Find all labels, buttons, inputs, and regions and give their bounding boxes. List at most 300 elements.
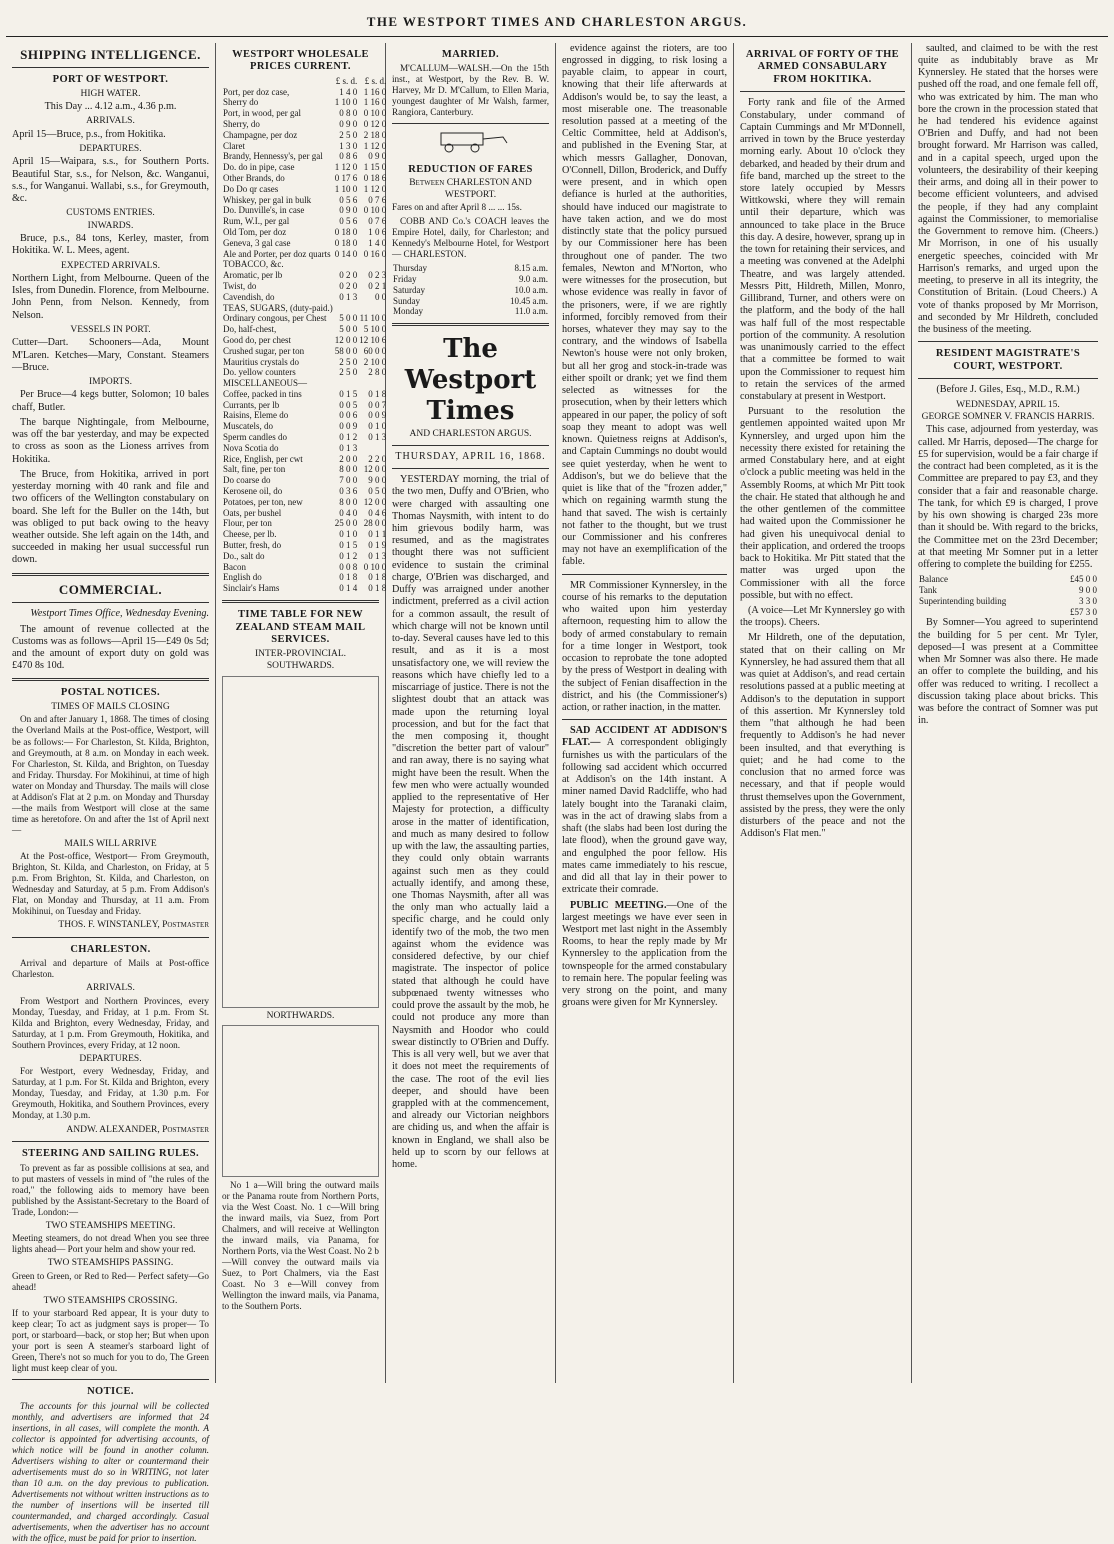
prices-cell: 1 12 0 — [334, 162, 358, 173]
prices-cell: 5 10 0 — [363, 324, 387, 335]
prices-cell: Crushed sugar, per ton — [223, 345, 305, 356]
prices-cell: 12 0 0 — [363, 496, 387, 507]
postal-mails-label: TIMES OF MAILS CLOSING — [51, 702, 170, 713]
prices-cell: Sherry do — [223, 97, 259, 108]
col4-text-1: evidence against the rioters, are too engrossed in digging, to risk losing a payable claim, to appear in court, knowing that their life afterwards at Addison's would be, to say the least, a most miserable one. The treasonable resolution passed at a meeting of the Celtic Committee, held at Addison's, and published in the Evening Star, at which messrs Gallagher, Donovan, O'Connell, Dillon, Broderick, and Duffy were present, and in which open defiance is hurled at the authorities, should have induced our magistrate to have taken action, and we do most distinctly state that the policy pursued by our Commissioner here has been throughout one of pander. The two females, Newton and M'Norton, who were witnesses for the prosecution, but whose evidence was really in favor of the prisoners, were, if we are rightly informed, forcibly removed from their horses, whatever they may say to the contrary, and the windows of Isabella Newton's house were not only broken, but all her grog and stock-in-trade was either spoilt or drank; yet we find them selected as witnesses for the prosecution, when by their letters which appeared in our paper, the policy of soft soap they meant to adopt was well known. Quietness reigns at Addison's, and Captain Cummings no doubt would see quiet yesterday, when he went to Addison's, but we do believe that the quiet is like that of the "frozen adder," which on regaining warmth stung the hand that saved. The wish is certainly not father to the thought, but we trust our Commissioner and his confreres may not have an exemplification of the fable. — [562, 42, 727, 568]
notice-text: The accounts for this journal will be collected monthly, and advertisers are informed that 24 insertions, in all cases, will complete the month. A collector is appointed for advertising accounts, of which notice will be found in another column. Advertisers wishing to alter or countermand their advertisements must do so in WRITING, not later than 10 a.m. on the day previous to publication. Advertisements not without written instructions as to the number of insertions will be inserted till countermanded, and charged accordingly. Casual advertisements, when the advertiser has no account with the office, must be paid for prior to insertion. — [12, 1400, 209, 1544]
prices-cell: 0 1 5 — [339, 540, 358, 551]
prices-cell: 0 10 0 — [363, 108, 387, 119]
arrivals-text: April 15—Bruce, p.s., from Hokitika. — [12, 128, 166, 140]
prices-row — [222, 540, 387, 551]
fares-sub: Between CHARLESTON AND WESTPORT. — [409, 178, 532, 200]
account-row — [918, 596, 1098, 607]
prices-cell: 0 1 3 — [339, 442, 358, 453]
column-2 — [216, 43, 386, 1383]
prices-cell: 0 1 3 — [368, 550, 387, 561]
prices-cell: 0 5 6 — [339, 216, 358, 227]
prices-cell: 12 10 6 — [359, 334, 387, 345]
column-5 — [734, 43, 912, 1383]
shipping-para-2: The Bruce, from Hokitika, arrived in port yesterday morning with 40 rank and file and two officers of the Wellington constabulary on board. She left for the Buller on the 14th, but was obliged to put back owing to the heavy weather outside. She left again on the 14th, and succeeded in making her usual successful run down. — [12, 468, 209, 566]
prices-row — [222, 335, 387, 346]
court-title: RESIDENT MAGISTRATE'S COURT, WESTPORT. — [935, 348, 1081, 372]
prices-row — [222, 119, 387, 130]
prices-cell: 0 2 1 — [368, 280, 387, 291]
prices-cell: Do coarse do — [223, 475, 271, 486]
coach-times — [392, 263, 549, 317]
postal-text: On and after January 1, 1868. The times of closing the Overland Mails at the Post-office, Westport, will be as follows:— For Charleston, St. Kilda, Brighton, and Greymouth, at 8 a.m. on Monday in each week. For Charleston, St. Kilda, and Brighton, on Tuesday and Friday. Thursday. For Mokihinui, at time of high water on Monday and Thursday. The mails will close at Addison's Flat at 2 p.m. on Monday and Thursday—the mails from Westport will close at the same time as heretofore. On and after the 1st of April next— — [12, 714, 209, 835]
prices-cell: Kerosene oil, do — [223, 486, 283, 497]
prices-row — [222, 562, 387, 573]
prices-row — [222, 313, 387, 324]
arrival-text-2: Pursuant to the resolution the gentlemen appointed waited upon Mr Kynnersley, and urged upon him the necessity there existed for retaining the armed Constabulary here, and at eight o'clock a public meeting was held in the Assembly Rooms, at which Mr Pitt took the chair. He stated that although he and the other gentlemen of the committee had waited upon the Commissioner he had given his unequivocal denial to their application, and ordered the troops back to Hokitika. Mr Pitt stated that the matter was urged upon the Commissioner with all the force possible, but with no effect. — [740, 406, 905, 601]
imports-text: Per Bruce—4 kegs butter, Solomon; 10 bales chaff, Butler. — [12, 389, 209, 413]
timetable-title: TIME TABLE FOR NEW ZEALAND STEAM MAIL SERVICES. — [235, 609, 366, 646]
verse-2: Green to Green, or Red to Red— Perfect safety—Go ahead! — [12, 1270, 209, 1292]
prices-cell: 1 0 6 — [368, 226, 387, 237]
prices-row — [222, 141, 387, 152]
charleston-text-2: For Westport, every Wednesday, Friday, and Saturday, at 1 p.m. For St. Kilda and Brighton, every Monday, Tuesday, and Friday, at 1.30 p.m. For Greymouth, Hokitika, and Southern Provinces, every Monday, at 1.30 p.m. — [12, 1066, 209, 1121]
paper-sub: AND CHARLESTON ARGUS. — [409, 428, 532, 439]
steering-title: STEERING AND SAILING RULES. — [21, 1147, 200, 1159]
expected-text: Northern Light, from Melbourne. Queen of the Isles, from Dunedin. Florence, from Melbourne. John Penn, from Nelson. Kennedy, from Nelson. — [12, 273, 209, 321]
prices-cell: 2 5 0 — [339, 129, 358, 140]
prices-row — [222, 108, 387, 119]
notice-title: NOTICE. — [87, 1386, 134, 1398]
account-row — [918, 574, 1098, 585]
prices-row — [222, 432, 387, 443]
case-title: GEORGE SOMNER V. FRANCIS HARRIS. — [921, 412, 1095, 423]
account-row — [918, 607, 1098, 618]
prices-row — [222, 551, 387, 562]
prices-cell: 1 15 0 — [363, 162, 387, 173]
timetable-notes: No 1 a—Will bring the outward mails or the Panama route from Northern Ports, via the West Coast. No. 1 c—Will bring the inward mails, via Suez, from Port Chalmers, and will receive at Wellington the inward mails, via Panama, for Northern Ports, via the West Coast. No 2 b—Will convey the outward mails via Suez, to Port Chalmers, via the East Coast. No 3 e—Will convey from Wellington the inward mails, via Panama, to the Southern Ports. — [222, 1179, 379, 1312]
prices-cell: 1 10 0 — [334, 183, 358, 194]
prices-cell: 8 0 0 — [339, 464, 358, 475]
prices-cell — [358, 378, 387, 389]
prices-cell: 12 0 0 — [363, 464, 387, 475]
prices-cell: 0 5 0 — [368, 486, 387, 497]
prices-cell: Do. Dunville's, in case — [223, 205, 305, 216]
arrival-text-3: (A voice—Let Mr Kynnersley go with the troops). Cheers. — [740, 604, 905, 629]
prices-row — [222, 529, 387, 540]
departures-label: DEPARTURES. — [79, 144, 142, 155]
married-title: MARRIED. — [441, 48, 500, 60]
prices-row — [222, 292, 387, 303]
prices-row — [222, 357, 387, 368]
prices-cell: 1 12 0 — [363, 183, 387, 194]
prices-cell: 2 5 0 — [339, 367, 358, 378]
prices-cell: 2 8 0 — [368, 367, 387, 378]
prices-cell: 0 16 0 — [363, 248, 387, 259]
prices-row — [222, 464, 387, 475]
verse-3: If to your starboard Red appear, It is your duty to keep clear; To act as judgment says is proper— To port, or starboard—back, or stop her; But when upon your port is seen A steamer's starboard light of Green, There's not so much for you to do, The Green light must keep clear of you. — [12, 1307, 209, 1374]
prices-cell: Old Tom, per doz — [223, 226, 287, 237]
prices-row — [222, 195, 387, 206]
prices-cell: Oats, per bushel — [223, 507, 282, 518]
prices-cell: 1 16 0 — [363, 97, 387, 108]
prices-row — [222, 583, 387, 594]
prices-cell: 0 1 2 — [339, 550, 358, 561]
timetable-inter: INTER-PROVINCIAL. — [254, 648, 347, 659]
postal-arrive-label: MAILS WILL ARRIVE — [64, 838, 157, 849]
prices-header-cell: £ s. d. — [364, 75, 387, 86]
prices-title: WESTPORT WHOLESALE PRICES CURRENT. — [232, 48, 369, 73]
prices-cell: 0 1 2 — [339, 432, 358, 443]
prices-row — [222, 443, 387, 454]
prices-cell: 0 1 0 — [339, 529, 358, 540]
shipping-para-1: The barque Nightingale, from Melbourne, was off the bar yesterday, and may be expected to cross as soon as the Lioness arrives from Hokitika. — [12, 416, 209, 465]
customs-label: CUSTOMS ENTRIES. — [66, 208, 155, 219]
prices-cell: 0 14 0 — [334, 248, 358, 259]
dateline: THURSDAY, APRIL 16, 1868. — [395, 451, 546, 463]
prices-cell: 5 0 0 — [339, 324, 358, 335]
prices-cell: 5 0 0 — [339, 313, 358, 324]
prices-cell: Sherry, do — [223, 118, 260, 129]
prices-cell: 25 0 0 — [334, 518, 358, 529]
prices-cell: 0 9 0 — [368, 151, 387, 162]
prices-row — [222, 421, 387, 432]
prices-header-cell — [222, 76, 334, 87]
prices-cell: 0 9 0 — [339, 205, 358, 216]
prices-cell: 0 1 8 — [368, 572, 387, 583]
prices-row — [222, 184, 387, 195]
prices-row — [222, 324, 387, 335]
prices-cell: 0 4 6 — [368, 507, 387, 518]
expected-label: EXPECTED ARRIVALS. — [60, 260, 161, 271]
imports-label: IMPORTS. — [89, 377, 132, 388]
prices-cell: 28 0 0 — [363, 518, 387, 529]
coach-cell: 11.0 a.m. — [514, 306, 548, 317]
prices-cell — [334, 378, 359, 389]
prices-cell: 1 10 0 — [334, 97, 358, 108]
prices-cell: Ordinary congous, per Chest — [223, 313, 327, 324]
prices-cell: 11 10 0 — [359, 313, 387, 324]
prices-cell: Cheese, per lb. — [223, 529, 277, 540]
prices-cell: Aromatic, per lb — [223, 270, 283, 281]
accident-text — [562, 725, 727, 896]
account-cell: £57 3 0 — [1070, 606, 1097, 617]
prices-cell: 2 18 0 — [363, 129, 387, 140]
prices-row — [222, 270, 387, 281]
prices-row — [222, 454, 387, 465]
coach-row — [392, 274, 549, 285]
prices-cell: 0 7 6 — [368, 216, 387, 227]
timetable-south: SOUTHWARDS. — [266, 661, 335, 672]
prices-row — [222, 249, 387, 260]
public-meeting — [562, 900, 727, 1010]
charleston-arrivals: ARRIVALS. — [86, 983, 135, 994]
fares-title: REDUCTION OF FARES — [408, 163, 533, 175]
timetable-north: NORTHWARDS. — [266, 1010, 335, 1021]
prices-cell: 0 18 0 — [334, 226, 358, 237]
prices-cell: Whiskey, per gal in bulk — [223, 194, 312, 205]
prices-cell: Do. yellow counters — [223, 367, 296, 378]
prices-row — [222, 130, 387, 141]
postal-signature: THOS. F. WINSTANLEY, Postmaster — [58, 920, 209, 931]
prices-cell: Sinclair's Hams — [223, 583, 280, 594]
prices-cell: Do., salt do — [223, 550, 265, 561]
prices-cell: 0 1 9 — [368, 540, 387, 551]
fares-text: Fares on and after April 8 ... ... 15s. — [392, 201, 522, 212]
account-cell: Tank — [919, 585, 937, 596]
prices-cell: 0 5 6 — [339, 194, 358, 205]
column-4 — [556, 43, 734, 1383]
arrivals-label: ARRIVALS. — [86, 116, 135, 127]
prices-header-cell: £ s. d. — [335, 75, 358, 86]
prices-cell: Butter, fresh, do — [223, 540, 282, 551]
prices-cell: TOBACCO, &c. — [223, 259, 284, 270]
account-cell: £45 0 0 — [1070, 574, 1097, 585]
account-cell: 3 3 0 — [1079, 595, 1097, 606]
prices-row — [222, 518, 387, 529]
public-title: PUBLIC MEETING. — [570, 899, 667, 911]
coach-cell: Saturday — [393, 284, 425, 295]
coach-row — [392, 285, 549, 296]
accident-body: A correspondent obligingly furnishes us with the particulars of the following sad accident which occurred at Addison's on the 14th instant. A miner named David Radcliffe, who had lately bought into the Taranaki claim, was in the act of drawing slabs from a shaft (the slabs had been lost during the late flood), when the ground gave way, and engulphed the poor fellow. His mates came immediately to his rescue, and did all that lay in their power to extricate their comrade. — [562, 737, 728, 896]
inwards-text: Bruce, p.s., 84 tons, Kerley, master, from Hokitika. W. L. Mees, agent. — [12, 233, 209, 257]
prices-cell: 58 0 0 — [334, 345, 358, 356]
vessels-text: Cutter—Dart. Schooners—Ada, Mount M'Laren. Ketches—Mary, Constant. Steamers—Bruce. — [12, 337, 209, 373]
prices-cell: 0 8 6 — [339, 151, 358, 162]
coach-cell: Friday — [393, 273, 417, 284]
prices-cell: 1 4 0 — [339, 86, 358, 97]
prices-cell — [358, 443, 387, 454]
coach-cell: Sunday — [393, 295, 420, 306]
two-crossing: TWO STEAMSHIPS CROSSING. — [43, 1295, 178, 1306]
prices-cell: Claret — [223, 140, 245, 151]
high-water-text: This Day ... 4.12 a.m., 4.36 p.m. — [44, 101, 177, 113]
prices-cell: Do, half-chest, — [223, 324, 277, 335]
prices-cell: 0 0 6 — [339, 410, 358, 421]
account-cell: Superintending building — [919, 595, 1007, 606]
coach-cell: Monday — [393, 306, 423, 317]
prices-cell: 0 7 6 — [368, 194, 387, 205]
col6-text-1: saulted, and claimed to be with the rest quite as indubitably brave as Mr Kynnersley. He stated that the horses were pushed off the road, and one female fell off, who was extricated by him. The man who bore the crown in the procession stated that he had tendered his evidence against O'Brien and Duffy, and had not been brought forward. Mr Harrison was called, and in a capital speech, urged upon the volunteers, the desirability of their keeping their arms, and doing all in their power to become efficient volunteers, and advised the people, if they had any complaint against the Commissioner, to memorialise the Government to remove him. (Cheers.) Mr Morrison, in one of his usually energetic speeches, coincided with Mr Harrison's remarks, and urged upon the meeting, to preserve in all its integrity, the Constitution of Britain. (Loud Cheers.) A vote of thanks proposed by Mr Morrison, and seconded by Mr Hildreth, concluded the business of the meeting. — [918, 42, 1098, 335]
prices-cell: 0 1 8 — [368, 388, 387, 399]
prices-row — [222, 475, 387, 486]
prices-cell: 0 4 0 — [339, 507, 358, 518]
case-text-2: By Somner—You agreed to superintend the building for 5 per cent. Mr Tyler, deposed—I was present at a Committee when Mr Somner was also there. He made an offer to complete the building, and his offer was reduced to writing. I recollect a discussion taking place about bricks. This was before the contract of Somner was put in. — [918, 617, 1098, 727]
charleston-sub: Arrival and departure of Mails at Post-office Charleston. — [12, 958, 209, 980]
account-row — [918, 585, 1098, 596]
steering-text: To prevent as far as possible collisions at sea, and to put masters of vessels in mind of "the rules of the road," the following aids to memory have been published by the Assistant-Secretary to the Board of Trade, London:— — [12, 1162, 209, 1217]
col4-text-2: MR Commissioner Kynnersley, in the course of his remarks to the deputation who waited upon him yesterday afternoon, requesting him to allow the body of armed constabulary to remain for a time longer in Westport, took occasion to reprobate the tone adopted by the press of Westport in dealing with the subject of Fenian disaffection in the district, and his (the Commissioner's) action, or rather inaction, in the matter. — [562, 579, 727, 714]
prices-cell: 0 1 3 — [339, 291, 358, 302]
prices-cell: Port, in wood, per gal — [223, 108, 301, 119]
column-6 — [912, 43, 1104, 1383]
prices-cell: Ale and Porter, per doz quarts — [223, 248, 331, 259]
high-water-label: HIGH WATER. — [80, 88, 141, 99]
inwards-label: INWARDS. — [87, 220, 134, 231]
coach-cell: 10.45 a.m. — [510, 295, 548, 306]
prices-cell: 8 0 0 — [339, 496, 358, 507]
departures-text: April 15—Waipara, s.s., for Southern Ports. Beautiful Star, s.s., for Nelson, &c. Wanganui, s.s., for Wanganui. Wallabi, s.s., for Greymouth, &c. — [12, 156, 209, 205]
prices-table — [222, 76, 387, 594]
prices-cell: 12 0 0 — [334, 334, 358, 345]
prices-cell: Good do, per chest — [223, 334, 291, 345]
prices-cell: 0 10 0 — [363, 205, 387, 216]
prices-cell: 0 0 9 — [368, 410, 387, 421]
prices-cell: 2 2 0 — [368, 453, 387, 464]
coach-row — [392, 296, 549, 307]
prices-row — [222, 216, 387, 227]
coach-cell: Thursday — [393, 263, 427, 274]
commercial-office: Westport Times Office, Wednesday Evening. — [30, 608, 209, 620]
prices-cell: Coffee, packed in tins — [223, 388, 302, 399]
prices-cell: 0 0 5 — [339, 399, 358, 410]
prices-cell — [358, 259, 387, 270]
prices-row — [222, 486, 387, 497]
account-cell: 9 0 0 — [1079, 585, 1097, 596]
prices-cell: 2 0 0 — [339, 453, 358, 464]
prices-row — [222, 151, 387, 162]
prices-header-row — [222, 76, 387, 87]
prices-cell: Other Brands, do — [223, 172, 285, 183]
prices-cell: 0 9 0 — [339, 118, 358, 129]
postal-title: POSTAL NOTICES. — [60, 687, 161, 699]
prices-cell: Geneva, 3 gal case — [223, 237, 291, 248]
prices-row — [222, 162, 387, 173]
prices-row — [222, 97, 387, 108]
prices-row — [222, 346, 387, 357]
prices-cell: 7 0 0 — [339, 475, 358, 486]
charleston-signature: ANDW. ALEXANDER, Postmaster — [66, 1124, 209, 1135]
arrival-title: ARRIVAL OF FORTY OF THE ARMED CONSABULARY FROM HOKITIKA. — [745, 48, 900, 85]
prices-cell: 0 1 3 — [368, 432, 387, 443]
masthead: THE WESTPORT TIMES AND CHARLESTON ARGUS. — [6, 0, 1108, 37]
prices-cell: 0 18 0 — [334, 237, 358, 248]
prices-cell: Muscatels, do — [223, 421, 273, 432]
prices-cell: Raisins, Eleme do — [223, 410, 289, 421]
prices-cell: Salt, fine, per ton — [223, 464, 286, 475]
prices-row — [222, 205, 387, 216]
prices-cell: Do. do in pipe, case — [223, 162, 295, 173]
prices-row — [222, 87, 387, 98]
prices-cell: 1 16 0 — [363, 86, 387, 97]
account-cell — [918, 607, 1054, 618]
prices-cell: Port, per doz case, — [223, 86, 290, 97]
prices-row — [222, 281, 387, 292]
prices-cell: 0 2 0 — [339, 280, 358, 291]
verse-1: Meeting steamers, do not dread When you see three lights ahead— Port your helm and show your red. — [12, 1233, 209, 1255]
prices-cell: 0 1 8 — [368, 583, 387, 594]
prices-row — [222, 400, 387, 411]
column-1 — [6, 43, 216, 1544]
prices-cell: Rice, English, per cwt — [223, 453, 303, 464]
arrival-text-4: Mr Hildreth, one of the deputation, stated that on their calling on Mr Kynnersley, he had assured them that all was quiet at Addison's, and read certain resolutions passed at a public meeting at Addison's to the deputation in support of this assertion. Mr Kynnersley told them "that although he had been frequently to Addison's he had never been insulted, and that everything is quiet; and he had come to the conclusion that no armed force was necessary, and that if people would thrust themselves upon the Government, assisted by the press, they were the only disturbers of the peace and not the Addison's Flat men." — [740, 632, 905, 840]
prices-cell: 0 0 8 — [339, 561, 358, 572]
married-text: M'CALLUM—WALSH.—On the 15th inst., at Westport, by the Rev. B. W. Harvey, Mr D. M'Callum, to Ellen Maria, youngest daughter of Mr Walsh, farmer, Rangiora, Canterbury. — [392, 63, 549, 118]
charleston-departures: DEPARTURES. — [79, 1053, 142, 1064]
prices-cell: 0 1 0 — [368, 421, 387, 432]
port-title: PORT OF WESTPORT. — [52, 74, 169, 86]
prices-cell: Mauritius crystals do — [223, 356, 299, 367]
prices-row — [222, 389, 387, 400]
court-date: WEDNESDAY, APRIL 15. — [956, 399, 1060, 410]
vessels-label: VESSELS IN PORT. — [70, 324, 151, 335]
prices-cell: 9 0 0 — [368, 475, 387, 486]
timetable-grid-north — [222, 1025, 379, 1177]
prices-row — [222, 303, 387, 314]
account-cell: Balance — [919, 574, 948, 585]
prices-cell: Cavendish, do — [223, 291, 275, 302]
coach-cell: 10.0 a.m. — [514, 284, 548, 295]
prices-row — [222, 508, 387, 519]
prices-cell: Currants, per lb — [223, 399, 280, 410]
prices-cell: 0 1 1 — [368, 529, 387, 540]
prices-row — [222, 173, 387, 184]
prices-row — [222, 227, 387, 238]
prices-row — [222, 378, 387, 389]
prices-cell — [358, 303, 387, 314]
prices-row — [222, 410, 387, 421]
cobb-text: COBB AND Co.'s COACH leaves the Empire Hotel, daily, for Charleston; and Kennedy's Melbourne Hotel, for Westport— CHARLESTON. — [392, 215, 549, 260]
prices-cell: 1 4 0 — [368, 237, 387, 248]
prices-cell: Do Do qr cases — [223, 183, 279, 194]
prices-row — [222, 238, 387, 249]
prices-cell: Rum, W.I., per gal — [223, 216, 290, 227]
court-sub: (Before J. Giles, Esq., M.D., R.M.) — [936, 384, 1080, 396]
prices-cell: 0 3 6 — [339, 486, 358, 497]
prices-cell: 0 0 7 — [368, 399, 387, 410]
prices-cell: 60 0 0 — [363, 345, 387, 356]
commercial-title: COMMERCIAL. — [58, 581, 163, 597]
prices-cell: Nova Scotia do — [223, 442, 279, 453]
coach-cell: 9.0 a.m. — [519, 273, 548, 284]
prices-cell: Bacon — [223, 561, 246, 572]
timetable-grid — [222, 676, 379, 1008]
coach-row — [392, 306, 549, 317]
prices-cell — [334, 303, 359, 314]
two-meeting: TWO STEAMSHIPS MEETING. — [45, 1220, 176, 1231]
coach-icon — [392, 129, 549, 157]
prices-cell: 0 1 8 — [339, 572, 358, 583]
prices-cell: 1 12 0 — [363, 140, 387, 151]
column-3 — [386, 43, 556, 1383]
postal-text-2: At the Post-office, Westport— From Greymouth, Brighton, St. Kilda, and Charleston, on Friday, at 5 p.m. From Brighton, St. Kilda, and Charleston, on Wednesday and Saturday, at 5 p.m. From Addison's Flat, on Monday and Thursday, at 11 a.m. From Mokihinui, on Tuesday and Friday. — [12, 851, 209, 917]
commercial-text: The amount of revenue collected at the Customs was as follows—April 15—£49 0s 5d; and the amount of export duty on gold was £470 8s 10d. — [12, 623, 209, 672]
prices-cell: Flour, per ton — [223, 518, 272, 529]
arrival-text: Forty rank and file of the Armed Constabulary, under command of Captain Cummings and Mr M'Donnell, arrived in town by the Bruce yesterday morning early. About 10 o'clock they debarked, and headed by their drum and fife band, marched up the street to the store lately occupied by Messrs Wittkowski, where they will remain until their departure, which was announced to take place in the Bruce this day. A desire, however, sprang up in the town for retaining their services, and a meeting was convened at the Adelphi Theatre, and was largely attended. Messrs Pitt, Hildreth, Millen, Monro, Gillibrand, Turner, and others were on the platform, and the body of the hall was half full of the most respectable portion of the community. A resolution was unanimously carried to the effect that a committee be formed to wait upon the Commissioner to request him to retain the services of the armed constabulary at present in Westport. — [740, 97, 905, 402]
prices-cell: TEAS, SUGARS, (duty-paid.) — [223, 302, 333, 313]
public-body: —One of the largest meetings we have ever seen in Westport met last night in the Assembly Rooms, to hear the reply made by Mr Kynnersley to the application from the townspeople for the armed constabulary to remain here. The popular feeling was very strong on the point, and many groans were given for Mr Kynnersley. — [562, 899, 727, 1009]
prices-cell: 0 1 5 — [339, 388, 358, 399]
prices-cell: 0 17 6 — [334, 172, 358, 183]
two-passing: TWO STEAMSHIPS PASSING. — [47, 1258, 174, 1269]
prices-cell: 0 10 0 — [363, 561, 387, 572]
paper-title: The Westport Times — [404, 334, 537, 427]
prices-cell: 0 12 0 — [363, 118, 387, 129]
prices-cell: 0 2 3 — [368, 270, 387, 281]
coach-cell: 8.15 a.m. — [514, 263, 548, 274]
prices-cell: Sperm candles do — [223, 432, 287, 443]
charleston-text: From Westport and Northern Provinces, every Monday, Tuesday, and Friday, at 1 p.m. From St. Kilda and Brighton, every Wednesday, Friday, and Saturday, at 1 p.m. From Greymouth, Hokitika, and Southern Provinces, every Friday, at 12 noon. — [12, 995, 209, 1050]
account-table — [918, 574, 1098, 617]
prices-cell: English do — [223, 572, 262, 583]
prices-cell: 0 8 0 — [339, 108, 358, 119]
prices-cell: MISCELLANEOUS— — [223, 378, 308, 389]
prices-row — [222, 367, 387, 378]
prices-cell: 0 1 4 — [339, 583, 358, 594]
prices-row — [222, 572, 387, 583]
prices-cell: Champagne, per doz — [223, 129, 298, 140]
prices-cell: Brandy, Hennessy's, per gal — [223, 151, 323, 162]
prices-cell: Twist, do — [223, 280, 257, 291]
prices-row — [222, 497, 387, 508]
prices-cell: 0 0 — [375, 291, 387, 302]
coach-row — [392, 263, 549, 274]
prices-cell: 2 10 0 — [363, 356, 387, 367]
